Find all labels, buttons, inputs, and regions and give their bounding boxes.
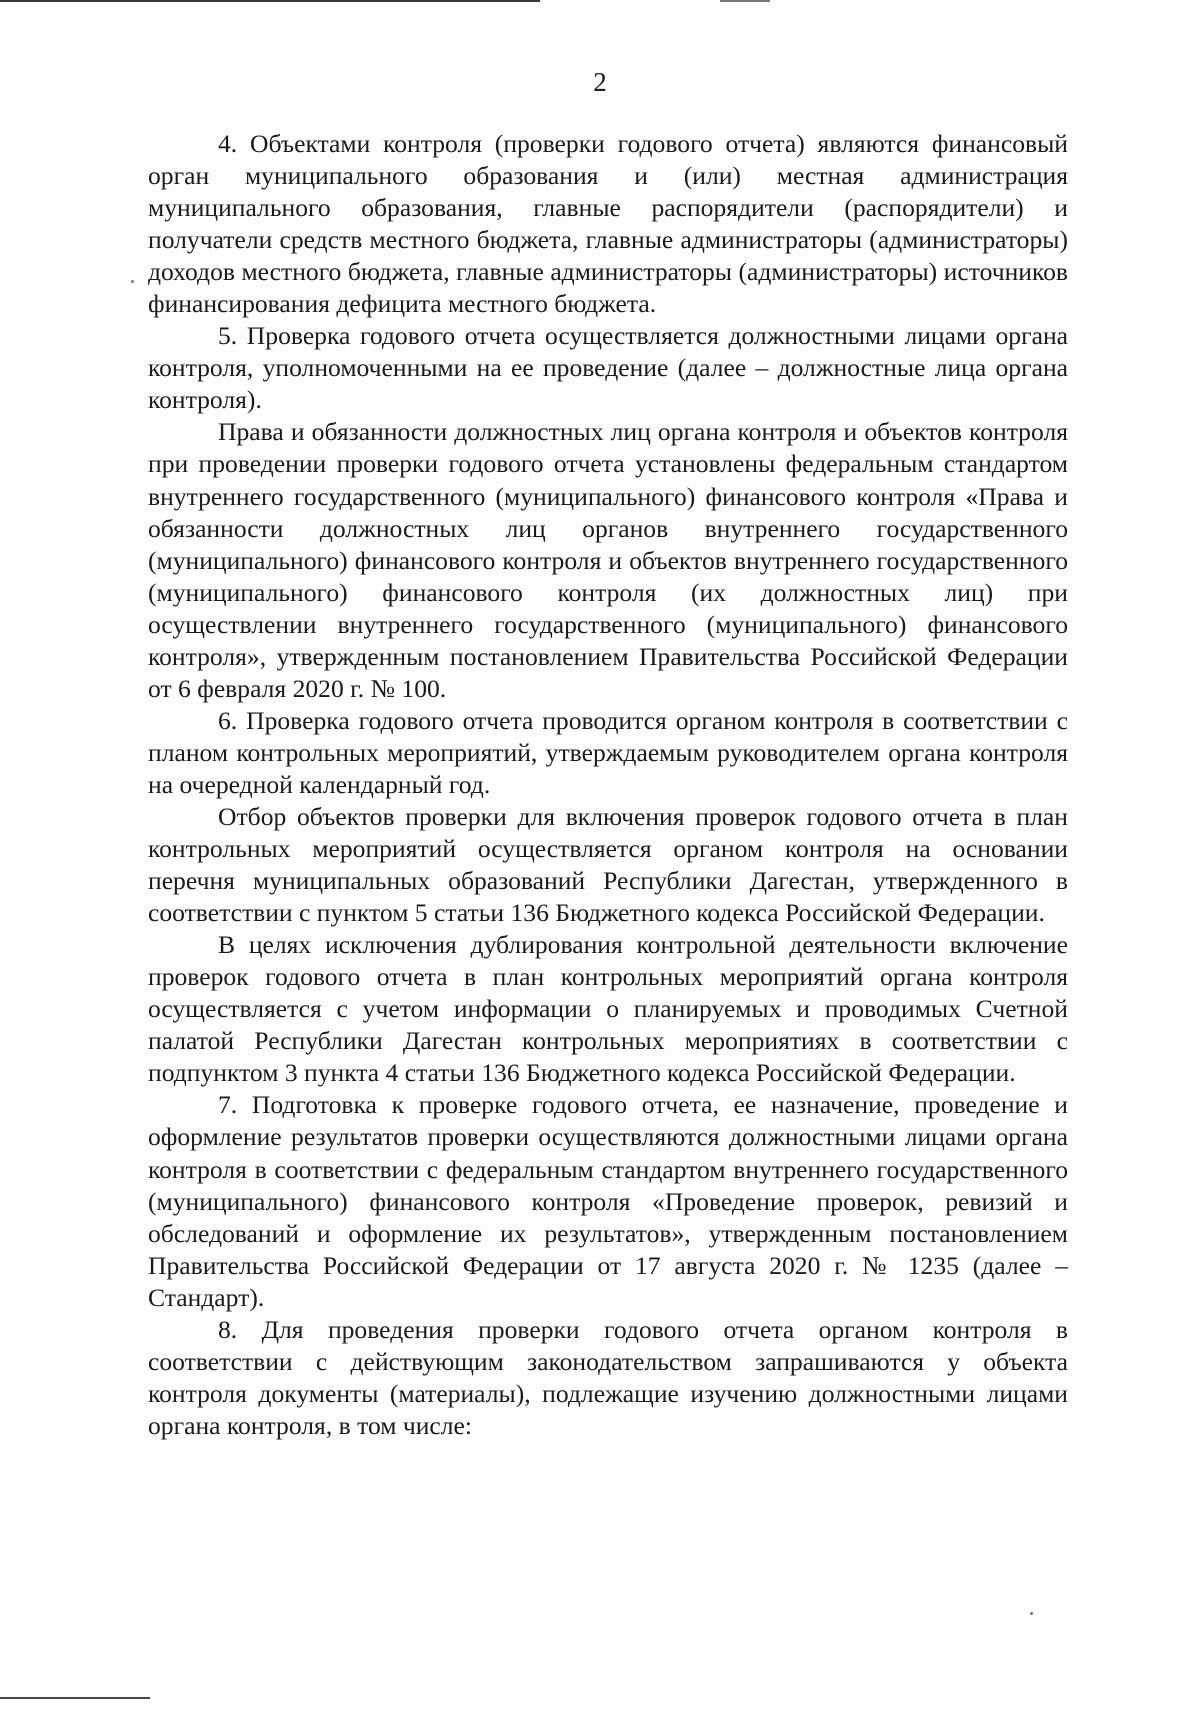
paragraph-item-5: 5. Проверка годового отчета осуществляется должностными лицами органа контроля, уполномоченными на ее проведение (далее – должностные лица органа контроля). [148,321,1068,415]
page-number: 2 [593,67,607,97]
paragraph-duplication: В целях исключения дублирования контрольной деятельности включение проверок годового отчета в план контрольных мероприятий органа контроля осуществляется с учетом информации о планируемых и проводимых Счетной палатой Республики Дагестан контрольных мероприятиях в соответствии с подпунктом 3 пункта 4 статьи 136 Бюджетного кодекса Российской Федерации. [148,930,1068,1088]
document-body [148,128,1068,1442]
scan-speck [131,280,134,283]
paragraph-item-7: 7. Подготовка к проверке годового отчета, ее назначение, проведение и оформление результатов проверки осуществляются должностными лицами органа контроля в соответствии с федеральным стандартом внутреннего государственного (муниципального) финансового контроля «Проведение проверок, ревизий и обследований и оформление их результатов», утвержденным постановлением Правительства Российской Федерации от 17 августа 2020 г. № 1235 (далее – Стандарт). [148,1090,1068,1312]
paragraph-item-6: 6. Проверка годового отчета проводится органом контроля в соответствии с планом контрольных мероприятий, утверждаемым руководителем органа контроля на очередной календарный год. [148,705,1068,799]
scan-speck [1030,1612,1033,1615]
paragraph-object-selection: Отбор объектов проверки для включения проверок годового отчета в план контрольных мероприятий осуществляется органом контроля на основании перечня муниципальных образований Республики Дагестан, утвержденного в соответствии с пунктом 5 статьи 136 Бюджетного кодекса Российской Федерации. [148,801,1068,928]
scan-edge-mark [720,0,770,2]
scan-edge-mark [0,0,540,2]
scan-edge-mark [0,1697,150,1699]
paragraph-rights-duties: Права и обязанности должностных лиц органа контроля и объектов контроля при проведении проверки годового отчета установлены федеральным стандартом внутреннего государственного (муниципального) финансового контроля «Права и обязанности должностных лиц органов внутреннего государственного (муниципального) финансового контроля и объектов внутреннего государственного (муниципального) финансового контроля (их должностных лиц) при осуществлении внутреннего государственного (муниципального) финансового контроля», утвержденным постановлением Правительства Российской Федерации от 6 февраля 2020 г. № 100. [148,417,1068,703]
paragraph-item-4: 4. Объектами контроля (проверки годового отчета) являются финансовый орган муниципального образования и (или) местная администрация муниципального образования, главные распорядители (распорядители) и получатели средств местного бюджета, главные администраторы (администраторы) доходов местного бюджета, главные администраторы (администраторы) источников финансирования дефицита местного бюджета. [148,129,1068,319]
paragraph-item-8: 8. Для проведения проверки годового отчета органом контроля в соответствии с действующим законодательством запрашиваются у объекта контроля документы (материалы), подлежащие изучению должностными лицами органа контроля, в том числе: [148,1314,1068,1440]
